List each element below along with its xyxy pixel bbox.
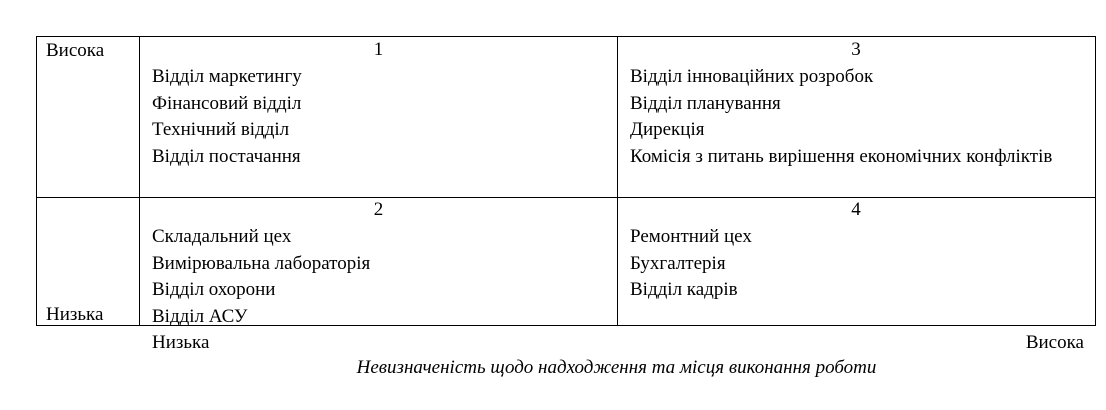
x-axis-high-label: Висока bbox=[1025, 332, 1084, 353]
list-item: Відділ інноваційних розробок bbox=[630, 66, 874, 87]
department-matrix-table bbox=[36, 36, 1096, 326]
list-item: Відділ постачання bbox=[152, 145, 301, 167]
list-item: Технічний відділ bbox=[152, 119, 290, 140]
list-item: Відділ маркетингу bbox=[152, 66, 302, 87]
quadrant-number: 3 bbox=[851, 39, 861, 60]
list-item: Фінансовий відділ bbox=[152, 92, 302, 114]
x-axis-title: Невизначеність щодо надходження та місця виконання роботи bbox=[356, 357, 877, 378]
list-item: Ремонтний цех bbox=[630, 226, 752, 247]
quadrant-2 bbox=[140, 198, 617, 330]
list-item: Комісія з питань вирішення економічних конфліктів bbox=[630, 145, 1053, 167]
table-left-border bbox=[36, 37, 37, 325]
quadrant-number: 2 bbox=[373, 199, 384, 220]
list-item: Відділ планування bbox=[630, 92, 781, 114]
list-item: Відділ АСУ bbox=[152, 305, 248, 327]
quadrant-number: 1 bbox=[373, 39, 384, 60]
quadrant-number: 4 bbox=[851, 199, 861, 220]
y-axis-low-label: Низька bbox=[46, 304, 104, 325]
y-axis-high-label: Висока bbox=[46, 40, 105, 61]
list-item: Дирекція bbox=[630, 119, 705, 140]
list-item: Вимірювальна лабораторія bbox=[152, 252, 371, 274]
quadrant-3 bbox=[618, 38, 1094, 170]
quadrant-1 bbox=[140, 38, 617, 170]
x-axis-low-label: Низька bbox=[152, 332, 210, 353]
quadrant-4 bbox=[618, 198, 1094, 304]
list-item: Бухгалтерія bbox=[630, 252, 726, 274]
table-right-border bbox=[1095, 37, 1096, 325]
list-item: Складальний цех bbox=[152, 226, 292, 247]
list-item: Відділ кадрів bbox=[630, 279, 738, 300]
list-item: Відділ охорони bbox=[152, 279, 276, 300]
